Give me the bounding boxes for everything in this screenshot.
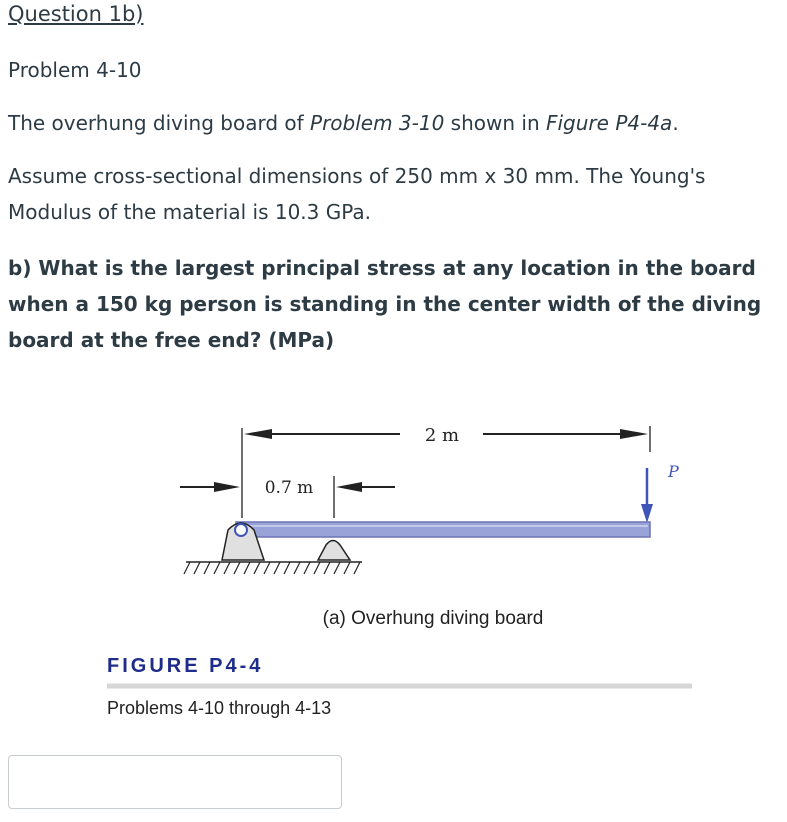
intro-post: . — [672, 111, 679, 135]
assumption-text: Assume cross-sectional dimensions of 250 mm x 30 mm. The Young's Modulus of the material is 10.3 GPa. — [8, 164, 706, 224]
figure-title: FIGURE P4-4 — [107, 655, 264, 677]
dim-support-arrow-left — [214, 482, 240, 492]
intro-pre: The overhung diving board of — [8, 111, 311, 135]
load-label: P — [668, 462, 679, 481]
dim-arrow-left — [244, 429, 272, 439]
dim-arrow-right — [620, 429, 648, 439]
diving-board-figure — [0, 390, 787, 730]
dim-support-label: 0.7 m — [264, 478, 314, 498]
figure-ref: Figure P4-4a — [546, 111, 673, 135]
ground-hatch — [184, 562, 360, 574]
figure-caption: (a) Overhung diving board — [322, 608, 544, 629]
pin-hinge-icon — [235, 524, 247, 536]
diving-board-beam — [236, 522, 650, 537]
answer-input[interactable] — [8, 755, 342, 809]
roller-support — [318, 541, 350, 561]
question-text: b) What is the largest principal stress at any location in the board when a 150 kg person is standing in the center width of the diving board at the free end? (MPa) — [8, 256, 762, 352]
problem-ref: Problem 3-10 — [310, 111, 445, 135]
load-arrow-head — [641, 504, 653, 523]
figure-subtitle: Problems 4-10 through 4-13 — [107, 698, 332, 718]
dim-span-label: 2 m — [424, 425, 460, 446]
intro-mid: shown in — [444, 111, 546, 135]
problem-label: Problem 4-10 — [8, 58, 142, 82]
question-heading-link[interactable]: Question 1b) — [8, 2, 144, 26]
intro-text — [8, 105, 679, 141]
